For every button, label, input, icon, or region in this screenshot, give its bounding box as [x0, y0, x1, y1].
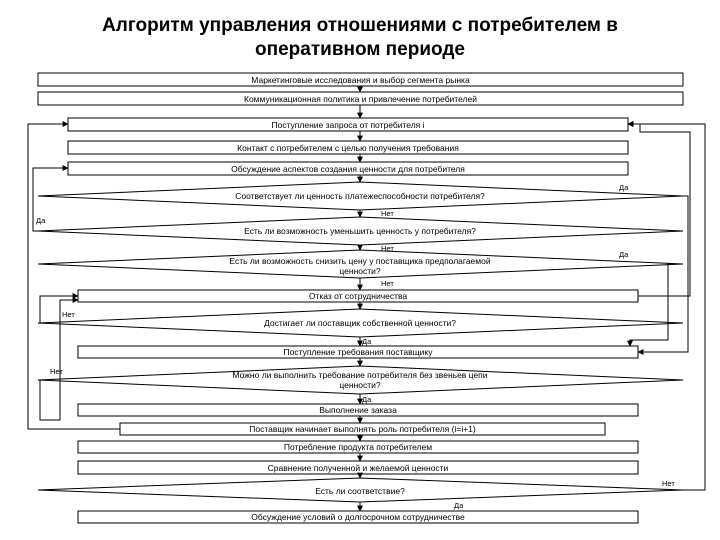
- block-value-aspects-label: Обсуждение аспектов создания ценности для потребителя: [231, 164, 465, 174]
- block-marketing-research-label: Маркетинговые исследования и выбор сегмента рынка: [251, 75, 470, 85]
- block-consumption-label: Потребление продукта потребителем: [283, 442, 433, 452]
- block-request-received-label: Поступление запроса от потребителя i: [271, 120, 425, 130]
- d5-no-label: Нет: [50, 367, 63, 376]
- block-value-comparison-label: Сравнение полученной и желаемой ценности: [267, 463, 449, 473]
- d3-no-label: Нет: [381, 279, 394, 288]
- d3-yes-label: Да: [619, 250, 629, 259]
- d2-yes-label: Да: [36, 216, 46, 225]
- block-order-fulfilment-label: Выполнение заказа: [319, 405, 397, 415]
- title-line-2: оперативном периоде: [255, 39, 465, 60]
- decision-match-label: Есть ли соответствие?: [315, 486, 405, 496]
- block-long-term-cooperation-label: Обсуждение условий о долгосрочном сотрудничестве: [251, 512, 465, 522]
- d6-yes-label: Да: [454, 501, 464, 510]
- decision-value-vs-solvency-label: Соответствует ли ценность платежеспособности потребителя?: [235, 191, 485, 201]
- decision-reduce-value-label: Есть ли возможность уменьшить ценность у потребителя?: [244, 226, 476, 236]
- decision-supplier-value-label: Достигает ли поставщик собственной ценности?: [264, 318, 456, 328]
- d1-no-label: Нет: [381, 209, 394, 218]
- block-supplier-as-consumer-label: Поставщик начинает выполнять роль потребителя (i=i+1): [249, 424, 476, 434]
- d6-no-label: Нет: [662, 479, 675, 488]
- d2-no-label: Нет: [381, 244, 394, 253]
- block-refusal-label: Отказ от сотрудничества: [308, 291, 408, 301]
- d5-yes-label: Да: [362, 395, 372, 404]
- d1-yes-label: Да: [619, 183, 629, 192]
- title-line-1: Алгоритм управления отношениями с потребителем в: [102, 15, 618, 36]
- decision-reduce-price-label: Есть ли возможность снизить цену у поставщика предполагаемой ценности?: [229, 256, 491, 276]
- decision-without-chain-label: Можно ли выполнить требование потребителя без звеньев цепи ценности?: [232, 370, 488, 390]
- block-requirement-to-supplier-label: Поступление требования поставщику: [283, 347, 433, 357]
- block-contact-consumer-label: Контакт с потребителем с целью получения требования: [237, 143, 459, 153]
- block-communication-policy-label: Коммуникационная политика и привлечение потребителей: [244, 94, 477, 104]
- d4-no-label: Нет: [62, 310, 75, 319]
- d4-yes-label: Да: [362, 337, 372, 346]
